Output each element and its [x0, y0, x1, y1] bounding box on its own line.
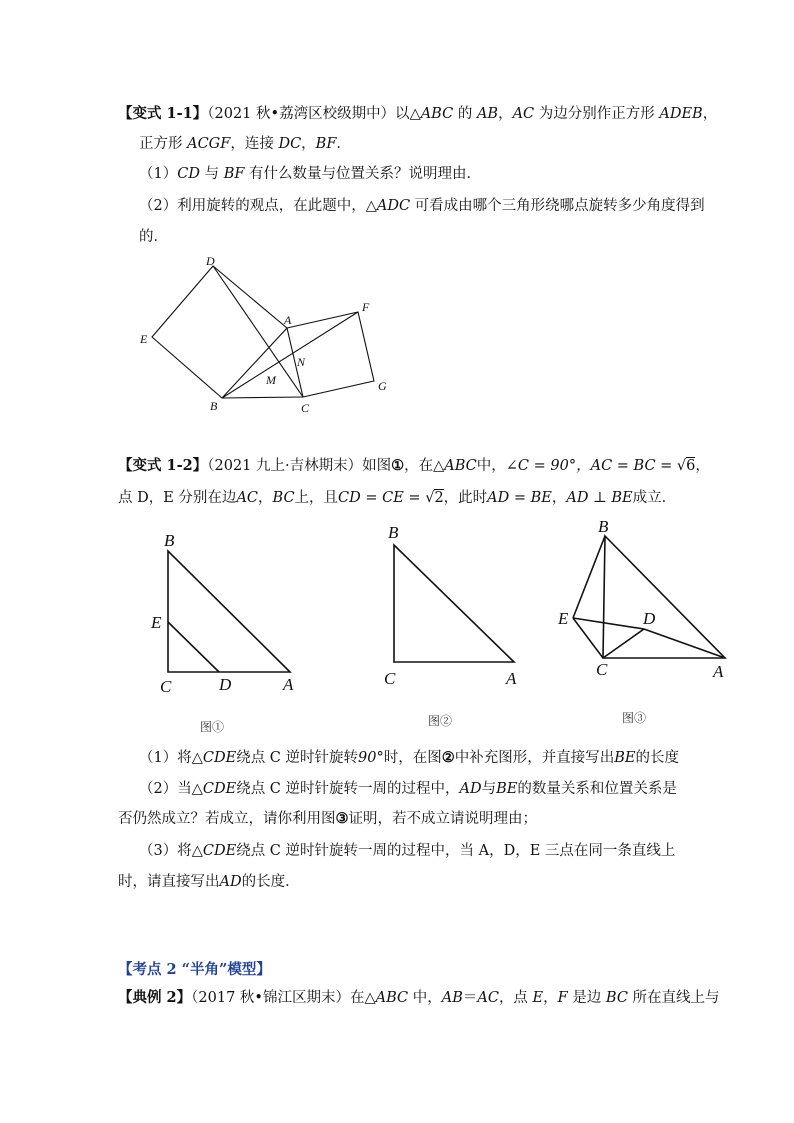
- v12-text: 绕点 C 逆时针旋转一周的过程中，当 A，D，E 三点在同一条直线上: [236, 843, 676, 859]
- section-title-kaodian-2: 【考点 2 “半角”模型】: [118, 961, 271, 978]
- v11-text: ，: [301, 136, 316, 152]
- v12-math: △CDE: [191, 781, 237, 797]
- v11-math: AB: [476, 106, 499, 122]
- example-math: F: [557, 990, 568, 1006]
- v12-circled: ③: [335, 810, 349, 827]
- fig3-triangle-abc: [603, 536, 725, 658]
- fig1-segment-ed: [168, 622, 219, 672]
- v12-text: 时，在图: [383, 750, 442, 766]
- v12-math: AD ⊥ BE: [566, 490, 633, 506]
- label-n: N: [297, 355, 306, 369]
- fig1-label-c: C: [160, 677, 172, 696]
- v11-line-2: [139, 134, 351, 154]
- v12-figures: [150, 512, 750, 742]
- v12-math: △CDE: [191, 750, 237, 766]
- v12-math: 90°: [358, 750, 384, 766]
- label-d: D: [206, 254, 215, 268]
- v12-text: 否仍然成立？若成立，请你利用图: [118, 811, 336, 827]
- label-e: E: [140, 332, 148, 346]
- v12-text: （2）当: [139, 781, 192, 797]
- fig3-label-e: E: [558, 609, 569, 628]
- v12-math: AD = BE: [487, 490, 552, 506]
- example-text: 所在直线上与: [627, 990, 720, 1006]
- v12-text: 的长度: [635, 750, 679, 766]
- v11-math: AC: [512, 106, 535, 122]
- v12-source: （2021 九上·吉林期末）如图: [207, 458, 392, 474]
- v12-text: 与: [481, 781, 497, 797]
- fig1-label-b: B: [164, 531, 175, 550]
- label-c: C: [301, 401, 310, 415]
- v12-question-1: [139, 748, 679, 768]
- example-tag: 【典例 2】: [118, 989, 192, 1006]
- v11-question-2-cont: [139, 227, 168, 247]
- segment-dc: [213, 266, 303, 397]
- v12-question-3: [139, 841, 675, 861]
- v12-sqrt: √6: [676, 458, 696, 474]
- v12-text: （3）将: [139, 843, 192, 859]
- v12-text: 中补充图形，并直接写出: [454, 750, 615, 766]
- v12-question-3-cont: [118, 872, 300, 892]
- v12-question-2: [139, 779, 677, 799]
- fig3-segment-ec: [573, 618, 603, 658]
- v12-text: 绕点 C 逆时针旋转: [236, 750, 359, 766]
- v12-text: 中，: [476, 458, 506, 474]
- fig3-segment-da: [644, 629, 725, 658]
- v11-text: 可看成由哪个三角形绕哪点旋转多少角度得到: [410, 198, 705, 214]
- fig1-label-d: D: [219, 675, 232, 694]
- v12-text: ，在: [404, 458, 434, 474]
- example-math: E: [532, 990, 544, 1006]
- v11-line-1: [118, 104, 717, 124]
- v12-text: 点 D，E 分别在边: [118, 490, 237, 506]
- fig3-label-d: D: [643, 609, 656, 628]
- v11-math: CD: [177, 166, 200, 182]
- example-text: ，点: [498, 990, 533, 1006]
- example-source: （2017 秋•锦江区期末）在: [191, 990, 365, 1006]
- example-text: ＝: [462, 990, 478, 1006]
- v12-sqrt: √2: [425, 490, 444, 506]
- fig3-segment-ed: [573, 618, 644, 629]
- fig3-label-b: B: [598, 517, 609, 536]
- v11-math: ACGF: [187, 136, 231, 152]
- v12-math: △ABC: [433, 458, 477, 474]
- v11-text: 的．: [139, 229, 168, 245]
- v12-math: △CDE: [191, 843, 237, 859]
- v11-text: ．: [336, 136, 351, 152]
- label-g: G: [378, 379, 387, 393]
- v12-math: CD = CE =: [338, 490, 426, 506]
- v11-text: ，: [498, 106, 513, 122]
- fig2-label-b: B: [388, 523, 399, 542]
- v12-radicand: 6: [686, 458, 696, 474]
- v11-text: 有什么数量与位置关系？说明理由．: [244, 166, 482, 182]
- v11-question-1: [139, 164, 481, 184]
- v11-math: BF: [223, 166, 245, 182]
- fig2-triangle-abc: [394, 545, 514, 662]
- v11-text: 为边分别作正方形: [534, 106, 660, 122]
- v12-text: 绕点 C 逆时针旋转一周的过程中，: [236, 781, 460, 797]
- fig2-caption: 图②: [428, 714, 453, 728]
- label-a: A: [284, 313, 292, 327]
- label-f: F: [362, 300, 370, 314]
- v12-line-1: [118, 456, 710, 476]
- v11-text: ，: [702, 106, 718, 122]
- v12-circled: ②: [441, 749, 455, 766]
- v12-math: BE: [614, 750, 636, 766]
- fig1-caption: 图①: [200, 720, 225, 734]
- v12-question-2-cont: [118, 809, 537, 829]
- v12-math: ∠C = 90°，AC = BC =: [505, 458, 677, 474]
- fig2-label-a: A: [506, 669, 517, 688]
- fig3-label-c: C: [596, 660, 608, 679]
- label-b: B: [210, 399, 218, 413]
- v12-text: （1）将: [139, 750, 192, 766]
- v12-text: 上，且: [294, 490, 339, 506]
- fig1-label-e: E: [151, 613, 162, 632]
- v12-text: 时，请直接写出: [118, 874, 220, 890]
- v11-text: ，连接: [230, 136, 279, 152]
- fig1-label-a: A: [283, 675, 294, 694]
- v12-circled: ①: [391, 457, 405, 474]
- v12-text: 证明，若不成立请说明理由；: [348, 811, 537, 827]
- example-text: 是边: [567, 990, 606, 1006]
- example-text: 中，: [408, 990, 442, 1006]
- v11-math: △ADC: [365, 198, 411, 214]
- v12-math: AD: [219, 874, 242, 890]
- v12-text: ，此时: [443, 490, 488, 506]
- v11-question-2: [139, 196, 705, 216]
- v11-text: 的: [453, 106, 477, 122]
- v11-math: DC: [278, 136, 302, 152]
- example-math: AB: [441, 990, 463, 1006]
- fig1-triangle-abc: [168, 551, 290, 672]
- v11-text: 与: [199, 166, 224, 182]
- v11-text: （1）: [139, 166, 178, 182]
- v11-math: ADEB: [659, 106, 703, 122]
- v12-text: 的长度．: [241, 874, 300, 890]
- v12-line-2: [118, 488, 676, 508]
- fig3-label-a: A: [713, 662, 724, 681]
- v12-text: ，: [551, 490, 567, 506]
- label-m: M: [266, 373, 276, 387]
- v12-radicand: 2: [434, 490, 444, 506]
- v12-text: 的数量关系和位置关系是: [517, 781, 677, 797]
- v12-math: AC: [236, 490, 259, 506]
- v12-text: ，: [258, 490, 273, 506]
- v12-tag: 【变式 1-2】: [118, 457, 208, 474]
- v11-tag: 【变式 1-1】: [118, 105, 208, 122]
- v12-math: BE: [496, 781, 518, 797]
- example-2-line: [118, 988, 720, 1008]
- example-math: BC: [605, 990, 628, 1006]
- fig3-segment-be: [573, 536, 605, 618]
- example-math: △ABC: [364, 990, 409, 1006]
- v12-text: 成立．: [632, 490, 677, 506]
- v12-math: AD: [459, 781, 482, 797]
- v11-text: （2）利用旋转的观点，在此题中，: [139, 198, 366, 214]
- example-text: ，: [543, 990, 558, 1006]
- example-math: AC: [477, 990, 499, 1006]
- v11-source: （2021 秋•荔湾区校级期中）以: [207, 106, 410, 122]
- segment-bc: [222, 397, 303, 398]
- v12-text: ，: [695, 458, 710, 474]
- fig3-segment-cd: [603, 629, 644, 658]
- v11-math: △ABC: [409, 106, 454, 122]
- fig2-label-c: C: [384, 669, 396, 688]
- v11-text: 正方形: [139, 136, 188, 152]
- v12-math: BC: [272, 490, 295, 506]
- fig3-caption: 图③: [622, 711, 647, 725]
- v11-math: BF: [315, 136, 337, 152]
- v11-figure: [130, 248, 400, 420]
